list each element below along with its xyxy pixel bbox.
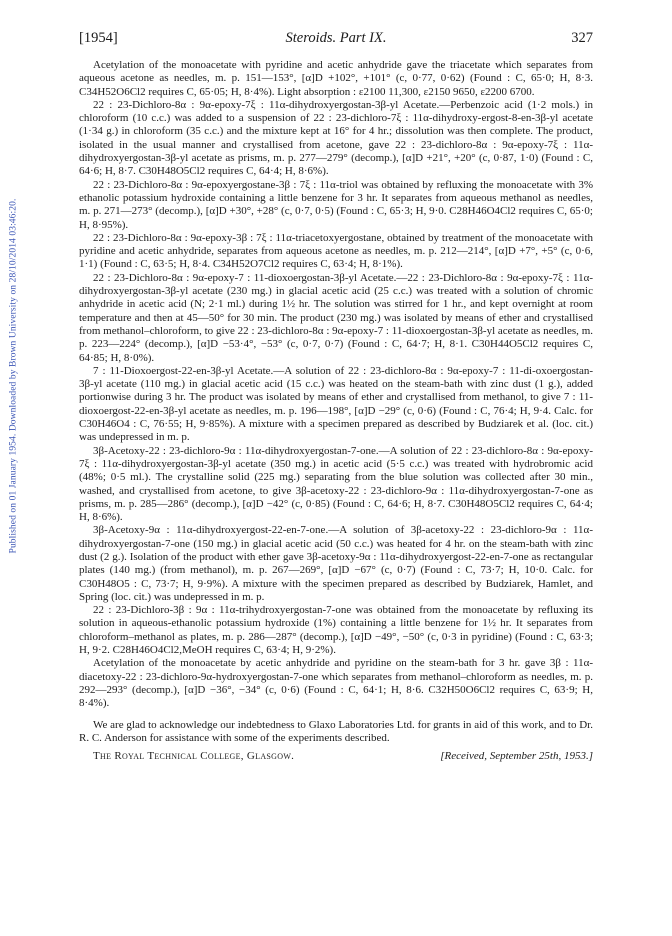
header-year: [1954] bbox=[79, 30, 118, 46]
paragraph-dioxo-acetate: 22 : 23-Dichloro-8α : 9α-epoxy-7 : 11-dioxoergostan-3β-yl Acetate.—22 : 23-Dichloro-8α : 9α-epoxy-7ξ : 11α-dihydroxyergostan-3β-yl acetate (230 mg.) in glacial acetic acid (25 c.c.) was treated with a solution of chromic anhydride in acetic acid (N; 2·1 ml.) during 1½ hr. The solution was stirred for 1 hr., and kept overnight at room temperature and then at 45—50° for 30 min. The product (230 mg.) was isolated by means of ether and crystallised from methanol–chloroform, to give 22 : 23-dichloro-8α : 9α-epoxy-7 : 11-dioxoergostan-3β-yl acetate as needles, m. p. 223—224° (decomp.), [α]D −53·4°, −53° (c, 0·7, 0·7) (Found : C, 64·7; H, 8·1. C30H44O5Cl2 requires C, 64·85; H, 8·0%). bbox=[79, 271, 593, 364]
page-number: 327 bbox=[571, 30, 593, 46]
paragraph-diacetoxy: Acetylation of the monoacetate by acetic anhydride and pyridine on the steam-bath for 3 hr. gave 3β : 11α-diacetoxy-22 : 23-dichloro-9α-hydroxyergostan-7-one which separates from methanol–chloroform as needles, m. p. 292—293° (decomp.), [α]D −36°, −34° (c, 0·6) (Found : C, 64·1; H, 8·6. C32H50O6Cl2 requires C, 63·9; H, 8·4%). bbox=[79, 657, 593, 710]
paragraph-triacetate: Acetylation of the monoacetate with pyridine and acetic anhydride gave the triacetate which separates from aqueous acetone as needles, m. p. 151—153°, [α]D +102°, +101° (c, 0·77, 0·62) (Found : C, 65·0; H, 8·3. C34H52O6Cl2 requires C, 65·05; H, 8·4%). Light absorption : ε2100 11,300, ε2150 9650, ε2200 6700. bbox=[79, 59, 593, 98]
paragraph-acetoxy-ergostenone: 3β-Acetoxy-9α : 11α-dihydroxyergost-22-en-7-one.—A solution of 3β-acetoxy-22 : 23-dichloro-9α : 11α-dihydroxyergostan-7-one (150 mg.) in glacial acetic acid (50 c.c.) was heated for 4 hr. on the steam-bath with zinc dust (2 g.). Isolation of the product with ether gave 3β-acetoxy-9α : 11α-dihydroxyergost-22-en-7-one as rectangular plates (140 mg.) (from methanol), m. p. 267—269°, [α]D −67° (c, 0·7) (Found : C, 73·7; H, 10·0. Calc. for C30H48O5 : C, 73·7; H, 9·9%). A mixture with the specimen prepared as described by Budziarek, Hamlet, and Spring (loc. cit.) was undepressed in m. p. bbox=[79, 524, 593, 603]
paragraph-acetoxy-dichloro: 3β-Acetoxy-22 : 23-dichloro-9α : 11α-dihydroxyergostan-7-one.—A solution of 22 : 23-dichloro-8α : 9α-epoxy-7ξ : 11α-dihydroxyergostan-3β-yl acetate (350 mg.) in acetic acid (5·5 c.c.) was treated with hydrobromic acid (48%; 0·5 ml.). The crystalline solid (225 mg.) separating from the blue solution was collected after 30 min., washed, and crystallised from acetone, to give 3β-acetoxy-22 : 23-dichloro-9α : 11α-dihydroxyergostan-7-one as prisms, m. p. 285—286° (decomp.), [α]D −42° (c, 0·85) (Found : C, 64·6; H, 8·7. C30H48O5Cl2 requires C, 64·4; H, 8·6%). bbox=[79, 444, 593, 524]
paragraph-epoxy-acetate: 22 : 23-Dichloro-8α : 9α-epoxy-7ξ : 11α-dihydroxyergostan-3β-yl Acetate.—Perbenzoic acid (1·2 mols.) in chloroform (10 c.c.) was added to a suspension of 22 : 23-dichloro-7ξ : 11α-dihydroxy-ergost-8-en-3β-yl acetate (1·34 g.) in chloroform (35 c.c.) and the mixture kept at 16° for 4 hr.; dissolution was then complete. The product, isolated in the usual manner and crystallised from acetone, gave 22 : 23-dichloro-8α : 9α-epoxy-7ξ : 11α-dihydroxyergostan-3β-yl acetate as prisms, m. p. 277—279° (decomp.), [α]D +21°, +20° (c, 0·87, 1·0) (Found : C, 64·6; H, 8·7. C30H48O5Cl2 requires C, 64·4; H, 8·6%). bbox=[79, 98, 593, 178]
paragraph-epoxy-triol: 22 : 23-Dichloro-8α : 9α-epoxyergostane-3β : 7ξ : 11α-triol was obtained by refluxing the monoacetate with 3% ethanolic potassium hydroxide containing a little benzene for 3 hr. It separates from aqueous methanol as needles, m. p. 271—273° (decomp.), [α]D +30°, +28° (c, 0·7, 0·5) (Found : C, 65·3; H, 9·0. C28H46O4Cl2 requires C, 65·0; H, 8·95%). bbox=[79, 178, 593, 231]
paragraph-trihydroxy: 22 : 23-Dichloro-3β : 9α : 11α-trihydroxyergostan-7-one was obtained from the monoacetate by refluxing its solution in aqueous-ethanolic potassium hydroxide (1%) containing a little benzene for 1½ hr. It separates from chloroform–methanol as plates, m. p. 286—287° (decomp.), [α]D −49°, −50° (c, 0·3 in pyridine) (Found : C, 63·3; H, 9·2. C28H46O4Cl2,MeOH requires C, 63·4; H, 9·2%). bbox=[79, 604, 593, 657]
page-header bbox=[79, 30, 593, 50]
article-body bbox=[79, 59, 593, 763]
affiliation: The Royal Technical College, Glasgow. bbox=[93, 750, 295, 763]
running-title: Steroids. Part IX. bbox=[285, 30, 387, 46]
acknowledgement: We are glad to acknowledge our indebtedness to Glaxo Laboratories Ltd. for grants in aid of this work, and to Dr. R. C. Anderson for assistance with some of the experiments described. bbox=[79, 718, 593, 744]
download-watermark bbox=[6, 176, 20, 576]
download-note: Published on 01 January 1954. Downloaded by Brown University on 28/10/2014 03:46:20. bbox=[8, 198, 18, 554]
received-date: [Received, September 25th, 1953.] bbox=[440, 750, 593, 763]
article-footer bbox=[79, 750, 593, 763]
paragraph-dioxoergostenyl: 7 : 11-Dioxoergost-22-en-3β-yl Acetate.—A solution of 22 : 23-dichloro-8α : 9α-epoxy-7 : 11-di-oxoergostan-3β-yl acetate (110 mg.) in glacial acetic acid (15 c.c.) was heated on the steam-bath with zinc dust (1 g.), added portionwise during 3 hr. The product was isolated by means of ether and crystallised from methanol, to give 7 : 11-dioxoergost-22-en-3β-yl acetate as needles, m. p. 196—198°, [α]D −29° (c, 0·6) (Found : C, 76·4; H, 9·4. Calc. for C30H46O4 : C, 76·55; H, 9·85%). A mixture with a specimen prepared as described by Budziarek et al. (loc. cit.) was undepressed in m. p. bbox=[79, 364, 593, 444]
paragraph-triacetoxy: 22 : 23-Dichloro-8α : 9α-epoxy-3β : 7ξ : 11α-triacetoxyergostane, obtained by treatment of the monoacetate with pyridine and acetic anhydride, separates from aqueous acetone as needles, m. p. 212—214°, [α]D +7°, +5° (c, 0·6, 1·1) (Found : C, 63·5; H, 8·4. C34H52O7Cl2 requires C, 63·4; H, 8·1%). bbox=[79, 231, 593, 271]
